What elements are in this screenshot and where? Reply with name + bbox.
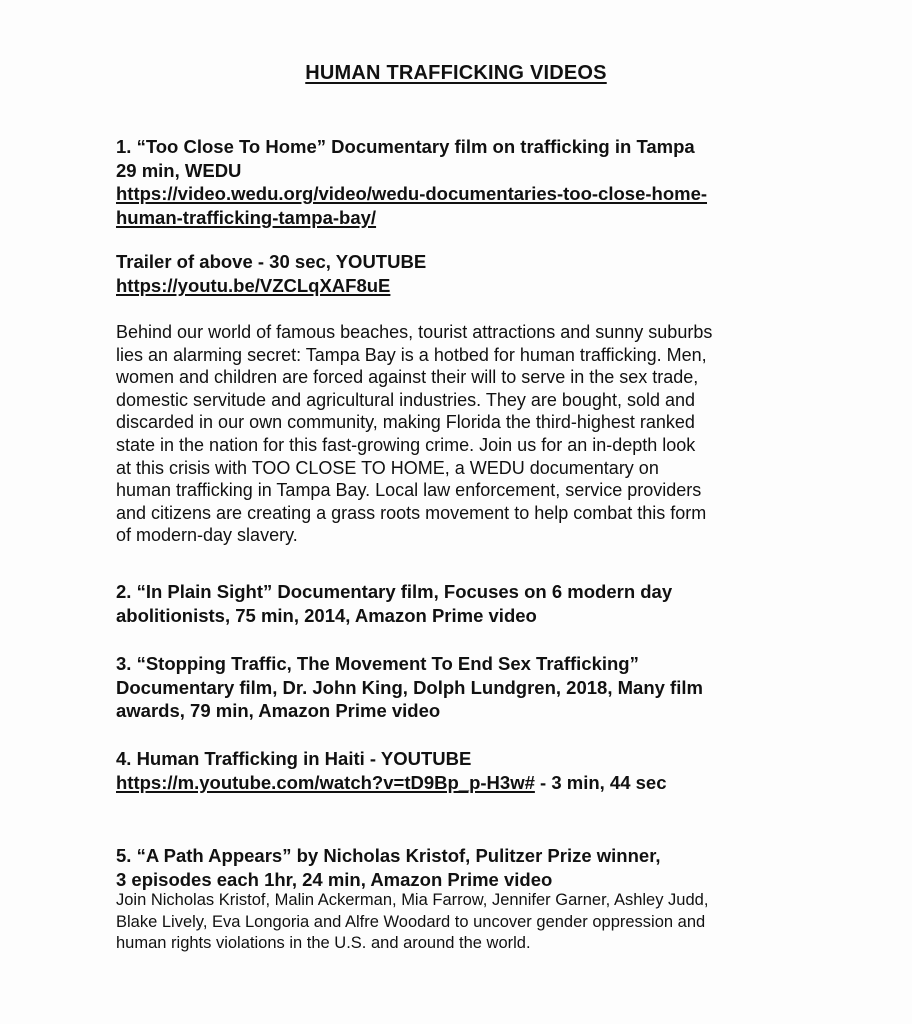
item4-duration: - 3 min, 44 sec [534,771,667,793]
description-line: of modern-day slavery. [116,525,298,546]
description-line: Join Nicholas Kristof, Malin Ackerman, Mia Farrow, Jennifer Garner, Ashley Judd, [116,891,709,909]
description-line: lies an alarming secret: Tampa Bay is a hotbed for human trafficking. Men, [116,344,707,365]
item5-description [116,890,806,955]
item4-link[interactable]: https://m.youtube.com/watch?v=tD9Bp_p-H3w# [116,771,535,793]
description-line: human trafficking in Tampa Bay. Local law enforcement, service providers [116,480,702,501]
description-line: domestic servitude and agricultural industries. They are bought, sold and [116,389,695,410]
trailer-link[interactable]: https://youtu.be/VZCLqXAF8uE [116,274,391,296]
item3-line: Documentary film, Dr. John King, Dolph Lundgren, 2018, Many film [116,676,703,698]
description-line: human rights violations in the U.S. and around the world. [116,934,531,952]
video-item-3 [116,652,806,723]
item5-title: 5. “A Path Appears” by Nicholas Kristof, Pulitzer Prize winner, [116,845,661,866]
item1-link-part2[interactable]: human-trafficking-tampa-bay/ [116,206,377,228]
description-line: Blake Lively, Eva Longoria and Alfre Woodard to uncover gender oppression and [116,912,706,931]
description-line: state in the nation for this fast-growing crime. Join us for an in-depth look [116,434,696,455]
item4-link-line [116,771,806,795]
description-line: women and children are forced against their will to serve in the sex trade, [116,367,699,388]
trailer-item [116,250,806,297]
item1-title: 1. “Too Close To Home” Documentary film on trafficking in Tampa [116,136,695,157]
description-line: at this crisis with TOO CLOSE TO HOME, a WEDU documentary on [116,457,659,478]
video-item-4 [116,747,806,794]
video-item-2 [116,580,806,627]
item5-meta: 3 episodes each 1hr, 24 min, Amazon Prime video [116,868,553,890]
page-title: HUMAN TRAFFICKING VIDEOS [305,62,607,84]
description-line: discarded in our own community, making Florida the third-highest ranked [116,412,695,433]
item3-line: 3. “Stopping Traffic, The Movement To End Sex Trafficking” [116,653,639,674]
item1-meta: 29 min, WEDU [116,159,242,181]
item1-description [116,321,806,547]
description-line: Behind our world of famous beaches, tourist attractions and sunny suburbs [116,322,713,342]
video-item-1 [116,135,806,229]
item4-title: 4. Human Trafficking in Haiti - YOUTUBE [116,748,472,769]
description-line: and citizens are creating a grass roots movement to help combat this form [116,502,707,523]
item3-line: awards, 79 min, Amazon Prime video [116,700,441,721]
video-item-5 [116,844,806,891]
item2-line: abolitionists, 75 min, 2014, Amazon Prime video [116,604,537,626]
item1-link-part1[interactable]: https://video.wedu.org/video/wedu-documentaries-too-close-home- [116,183,708,204]
trailer-title: Trailer of above - 30 sec, YOUTUBE [116,251,427,272]
item2-line: 2. “In Plain Sight” Documentary film, Focuses on 6 modern day [116,581,673,602]
